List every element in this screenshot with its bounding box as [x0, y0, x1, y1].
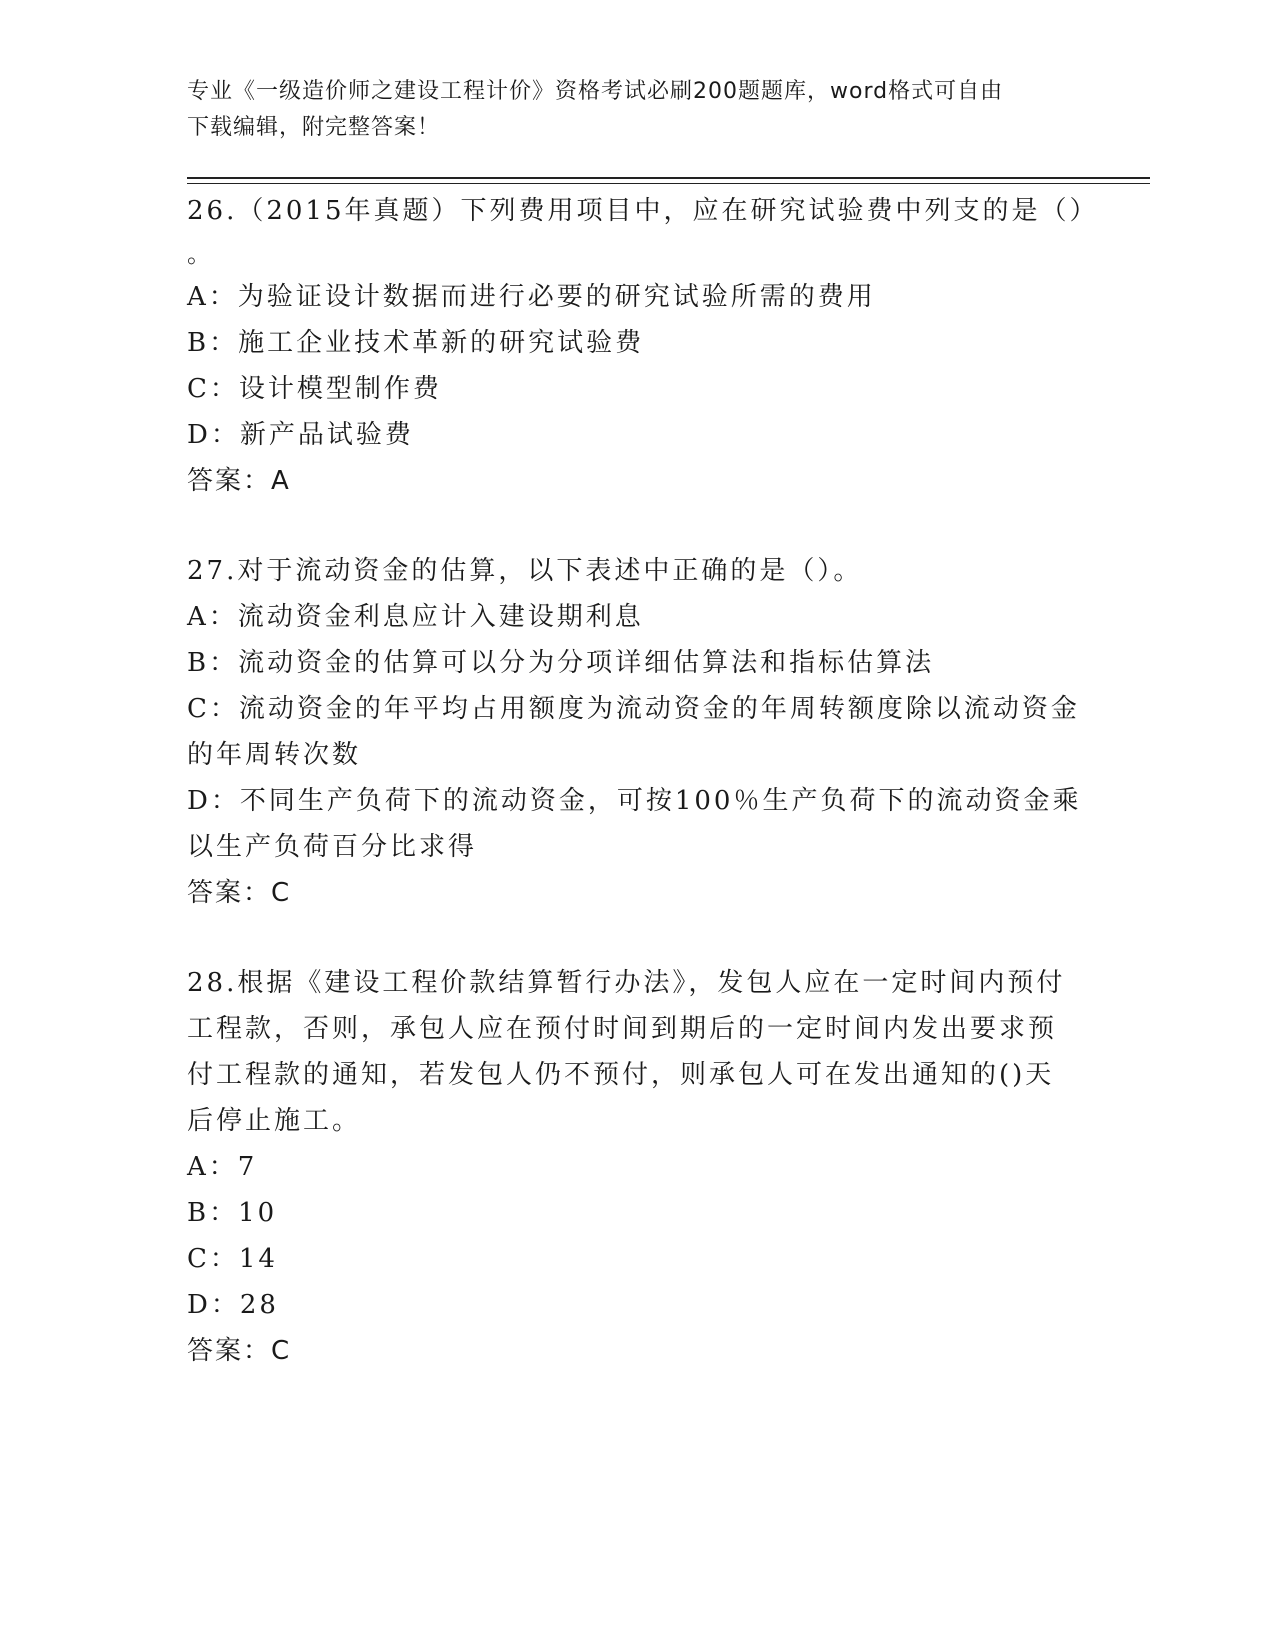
answer: 答案：C — [187, 1336, 292, 1366]
option-a: A：为验证设计数据而进行必要的研究试验所需的费用 — [187, 282, 876, 312]
header-line-1: 专业《一级造价师之建设工程计价》资格考试必刷200题题库，word格式可自由 — [187, 79, 1004, 104]
option-d: D：新产品试验费 — [187, 420, 414, 450]
question-list — [187, 188, 1099, 1418]
question-stem: 28.根据《建设工程价款结算暂行办法》，发包人应在一定时间内预付 — [187, 968, 1066, 998]
header-line-2: 下载编辑，附完整答案！ — [187, 115, 441, 140]
answer: 答案：C — [187, 878, 292, 908]
question-stem: 27.对于流动资金的估算，以下表述中正确的是（）。 — [187, 556, 863, 586]
question-stem-continuation: 。 — [187, 240, 214, 268]
option-c: C：14 — [187, 1244, 278, 1274]
answer: 答案：A — [187, 466, 291, 496]
option-d: D：不同生产负荷下的流动资金，可按100％生产负荷下的流动资金乘 — [187, 786, 1082, 816]
option-c: C：设计模型制作费 — [187, 374, 442, 404]
option-a: A：7 — [187, 1152, 258, 1182]
question-stem-line-2: 工程款，否则，承包人应在预付时间到期后的一定时间内发出要求预 — [187, 1014, 1058, 1044]
option-a: A：流动资金利息应计入建设期利息 — [187, 602, 644, 632]
question-26 — [187, 188, 1099, 504]
option-c-continuation: 的年周转次数 — [187, 740, 362, 770]
question-stem: 26.（2015年真题）下列费用项目中，应在研究试验费中列支的是（） — [187, 196, 1099, 226]
option-d-continuation: 以生产负荷百分比求得 — [187, 832, 478, 862]
header-divider-thick — [187, 177, 1150, 179]
header-divider-thin — [187, 183, 1150, 184]
option-b: B：流动资金的估算可以分为分项详细估算法和指标估算法 — [187, 648, 935, 678]
option-d: D：28 — [187, 1290, 279, 1320]
question-27 — [187, 548, 1087, 916]
option-b: B：10 — [187, 1198, 278, 1228]
question-stem-line-4: 后停止施工。 — [187, 1106, 362, 1136]
option-c: C：流动资金的年平均占用额度为流动资金的年周转额度除以流动资金 — [187, 694, 1080, 724]
document-header — [187, 74, 1087, 146]
question-stem-line-3: 付工程款的通知，若发包人仍不预付，则承包人可在发出通知的()天 — [187, 1060, 1055, 1090]
option-b: B：施工企业技术革新的研究试验费 — [187, 328, 645, 358]
question-28 — [187, 960, 1087, 1374]
